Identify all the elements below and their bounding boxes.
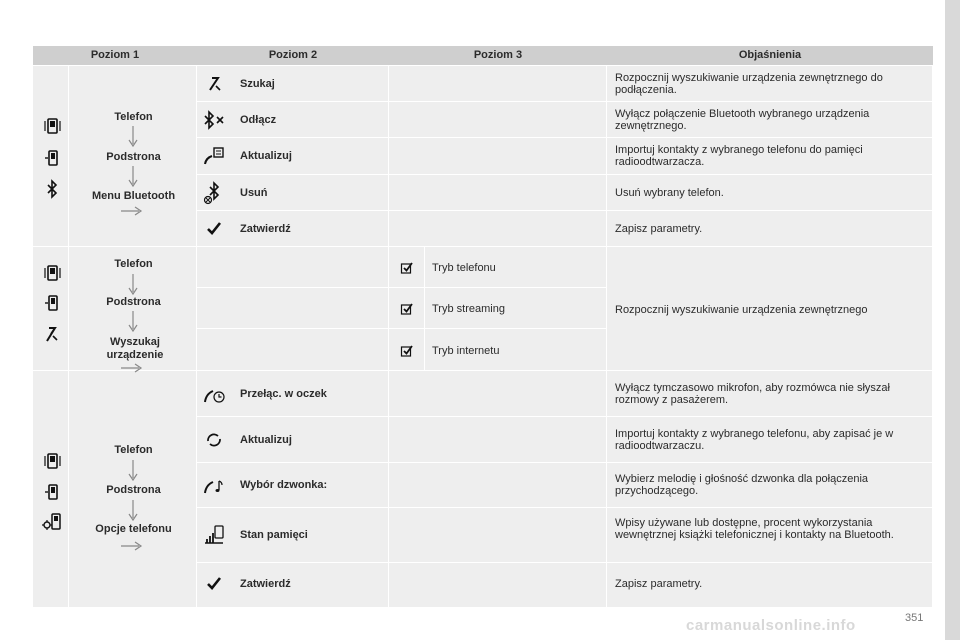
arrow-right-icon	[121, 541, 143, 551]
refresh-icon	[202, 428, 226, 452]
contacts-update-icon	[202, 144, 226, 168]
arrow-down-icon	[128, 274, 138, 296]
cell	[389, 563, 607, 608]
bluetooth-delete-icon	[202, 181, 226, 205]
menu-item-zatwierdz[interactable]: Zatwierdź	[240, 223, 291, 235]
arrow-right-icon	[121, 206, 143, 216]
phone-submenu-icon	[41, 292, 63, 314]
menu-item-odlacz[interactable]: Odłącz	[240, 114, 277, 126]
arrow-down-icon	[128, 500, 138, 522]
header-level2: Poziom 2	[268, 49, 318, 61]
cell	[389, 463, 607, 508]
cell	[389, 508, 607, 563]
checkbox-icon[interactable]	[400, 261, 414, 275]
cell	[389, 417, 607, 463]
cell	[197, 247, 389, 288]
flow-step-telefon: Telefon	[114, 111, 153, 123]
phone-search-icon	[202, 72, 226, 96]
bluetooth-icon	[41, 178, 63, 200]
arrow-down-icon	[128, 126, 138, 148]
desc-wyszukaj: Rozpocznij wyszukiwanie urządzenia zewnętrznego	[615, 304, 868, 316]
header-level1: Poziom 1	[90, 49, 140, 61]
phone-menu-icon	[41, 450, 63, 472]
option-tryb-internetu[interactable]: Tryb internetu	[432, 345, 500, 357]
menu-item-przelac-w-oczek[interactable]: Przełąc. w oczek	[240, 388, 327, 400]
menu-item-aktualizuj[interactable]: Aktualizuj	[240, 150, 292, 162]
checkmark-icon	[202, 217, 226, 241]
bluetooth-disconnect-icon	[202, 108, 226, 132]
menu-item-szukaj[interactable]: Szukaj	[240, 78, 275, 90]
desc-szukaj: Rozpocznij wyszukiwanie urządzenia zewnętrznego do podłączenia.	[615, 72, 883, 96]
watermark: carmanualsonline.info	[686, 617, 856, 634]
checkbox-icon[interactable]	[400, 302, 414, 316]
phone-search-icon	[41, 323, 63, 345]
cell	[197, 329, 389, 371]
cell	[197, 288, 389, 329]
option-tryb-telefonu[interactable]: Tryb telefonu	[432, 262, 496, 274]
ringtone-icon	[202, 473, 226, 497]
flow-step-opcje-telefonu: Opcje telefonu	[95, 523, 172, 535]
desc-stan-pamieci: Wpisy używane lub dostępne, procent wykorzystania wewnętrznej książki telefonicznej i kontakty na Bluetooth.	[615, 517, 894, 541]
menu-item-stan-pamieci[interactable]: Stan pamięci	[240, 529, 308, 541]
phone-submenu-icon	[41, 147, 63, 169]
arrow-right-icon	[121, 363, 143, 373]
arrow-down-icon	[128, 166, 138, 188]
memory-status-icon	[202, 523, 226, 547]
phone-options-icon	[41, 511, 63, 533]
arrow-down-icon	[128, 311, 138, 333]
menu-item-zatwierdz[interactable]: Zatwierdź	[240, 578, 291, 590]
cell	[389, 102, 607, 138]
flow-step-podstrona: Podstrona	[106, 151, 161, 163]
cell	[389, 138, 607, 175]
header-level3: Poziom 3	[473, 49, 523, 61]
checkbox-icon[interactable]	[400, 344, 414, 358]
menu-item-wybor-dzwonka[interactable]: Wybór dzwonka:	[240, 479, 328, 491]
flow-step-telefon: Telefon	[114, 444, 153, 456]
phone-menu-icon	[41, 115, 63, 137]
cell	[389, 66, 607, 102]
flow-step-telefon: Telefon	[114, 258, 153, 270]
desc-odlacz: Wyłącz połączenie Bluetooth wybranego urządzenia zewnętrznego.	[615, 108, 870, 132]
flow-step-wyszukaj-urzadzenie: Wyszukaj urządzenie	[106, 336, 164, 361]
call-hold-icon	[202, 382, 226, 406]
option-tryb-streaming[interactable]: Tryb streaming	[432, 303, 505, 315]
desc-aktualizuj: Importuj kontakty z wybranego telefonu do pamięci radioodtwarzacza.	[615, 144, 863, 168]
table-header	[33, 46, 933, 65]
header-description: Objaśnienia	[738, 49, 802, 61]
page-edge-bar	[945, 0, 960, 640]
cell	[389, 211, 607, 247]
menu-item-aktualizuj[interactable]: Aktualizuj	[240, 434, 292, 446]
menu-item-usun[interactable]: Usuń	[240, 187, 268, 199]
flow-step-podstrona: Podstrona	[106, 484, 161, 496]
phone-menu-icon	[41, 262, 63, 284]
flow-step-menu-bluetooth: Menu Bluetooth	[91, 190, 176, 202]
desc-usun: Usuń wybrany telefon.	[615, 187, 724, 199]
cell	[389, 371, 607, 417]
phone-submenu-icon	[41, 481, 63, 503]
desc-zatwierdz: Zapisz parametry.	[615, 223, 703, 235]
page-number: 351	[905, 612, 924, 624]
flow-step-podstrona: Podstrona	[106, 296, 161, 308]
checkmark-icon	[202, 572, 226, 596]
desc-zatwierdz-2: Zapisz parametry.	[615, 578, 703, 590]
arrow-down-icon	[128, 460, 138, 482]
desc-aktualizuj-2: Importuj kontakty z wybranego telefonu, aby zapisać je w radioodtwarzaczu.	[615, 428, 894, 452]
desc-wybor-dzwonka: Wybierz melodię i głośność dzwonka dla połączenia przychodzącego.	[615, 473, 869, 497]
cell	[389, 175, 607, 211]
desc-przelac: Wyłącz tymczasowo mikrofon, aby rozmówca nie słyszał rozmowy z pasażerem.	[615, 382, 890, 406]
